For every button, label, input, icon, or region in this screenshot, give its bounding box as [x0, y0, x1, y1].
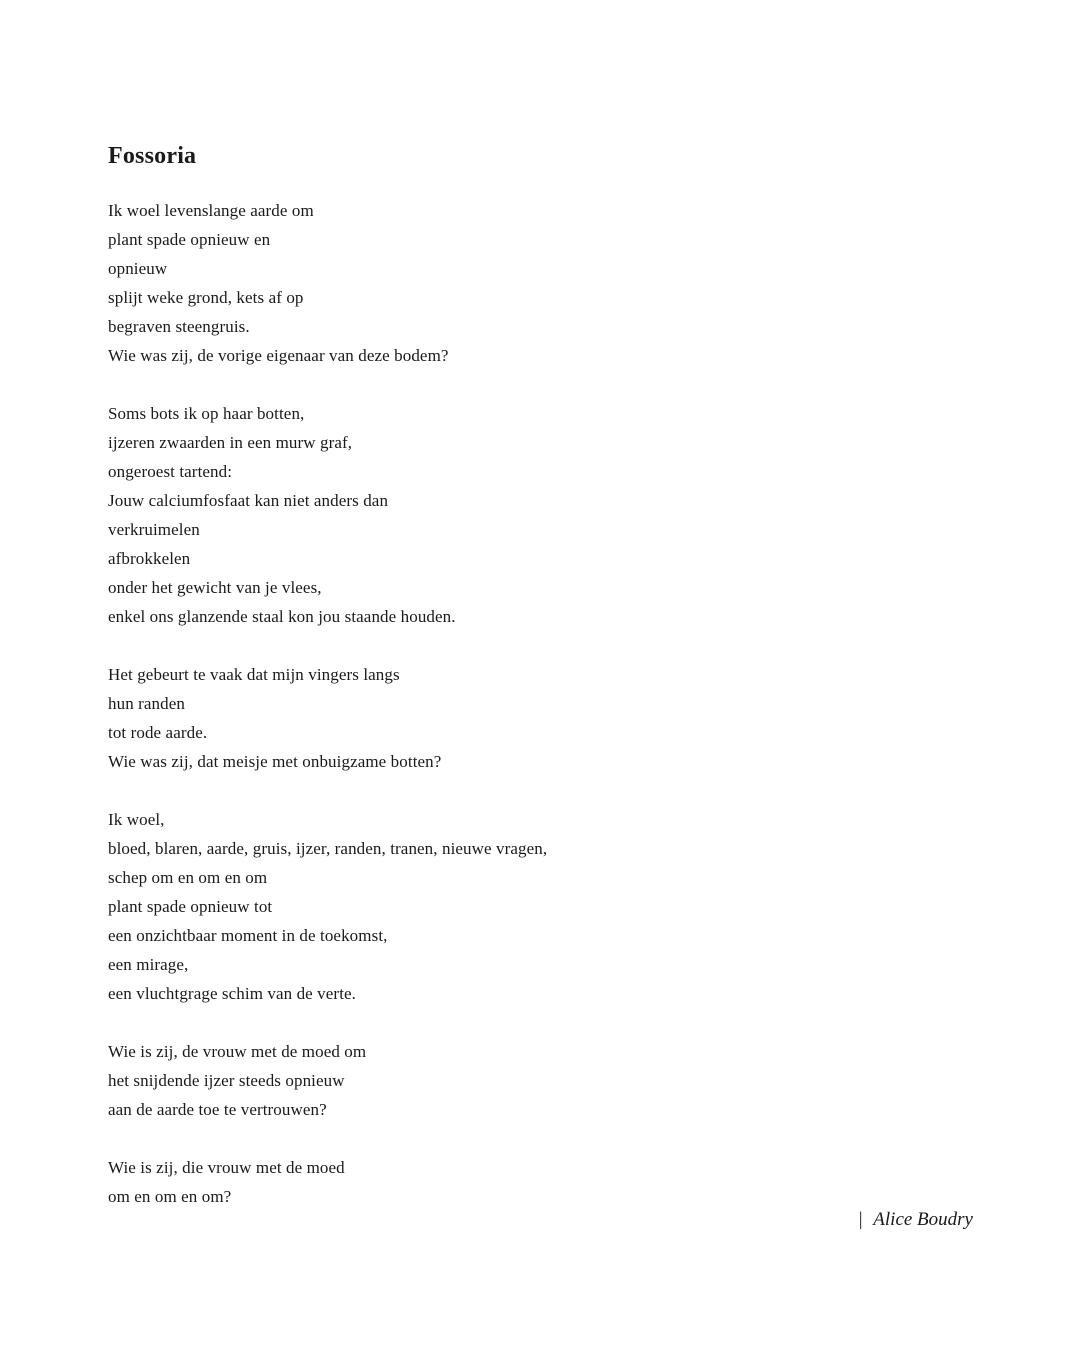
- poem-line: Ik woel,: [108, 810, 165, 829]
- poem-title: Fossoria: [108, 143, 197, 169]
- poem-line: een vluchtgrage schim van de verte.: [108, 984, 357, 1003]
- stanza-5: [108, 1037, 808, 1124]
- poem-line: schep om en om en om: [108, 868, 268, 887]
- poem-line: tot rode aarde.: [108, 723, 208, 742]
- poem-line: ijzeren zwaarden in een murw graf,: [108, 433, 353, 452]
- stanza-3: [108, 660, 808, 776]
- poem-line: bloed, blaren, aarde, gruis, ijzer, randen, tranen, nieuwe vragen,: [108, 839, 548, 858]
- author-name: Alice Boudry: [873, 1209, 973, 1230]
- poem-line: begraven steengruis.: [108, 317, 250, 336]
- poem-line: Soms bots ik op haar botten,: [108, 404, 305, 423]
- stanza-1: [108, 196, 808, 370]
- stanza-2: [108, 399, 808, 631]
- signature-separator: |: [858, 1209, 863, 1230]
- poem-line: hun randen: [108, 694, 186, 713]
- poem-line: Wie is zij, de vrouw met de moed om: [108, 1042, 367, 1061]
- poem-line: afbrokkelen: [108, 549, 191, 568]
- poem-line: opnieuw: [108, 259, 168, 278]
- poem-line: plant spade opnieuw tot: [108, 897, 273, 916]
- poem-line: een onzichtbaar moment in de toekomst,: [108, 926, 388, 945]
- poem-line: aan de aarde toe te vertrouwen?: [108, 1100, 327, 1119]
- poem-line: een mirage,: [108, 955, 189, 974]
- poem-line: Het gebeurt te vaak dat mijn vingers langs: [108, 665, 400, 684]
- poem-line: Wie is zij, die vrouw met de moed: [108, 1158, 345, 1177]
- poem-line: enkel ons glanzende staal kon jou staande houden.: [108, 607, 456, 626]
- poem-body: [108, 196, 808, 1240]
- poem-line: splijt weke grond, kets af op: [108, 288, 304, 307]
- poem-line: Wie was zij, dat meisje met onbuigzame botten?: [108, 752, 442, 771]
- poem-line: plant spade opnieuw en: [108, 230, 271, 249]
- poem-line: Ik woel levenslange aarde om: [108, 201, 314, 220]
- poem-line: verkruimelen: [108, 520, 200, 539]
- poem-line: het snijdende ijzer steeds opnieuw: [108, 1071, 345, 1090]
- stanza-4: [108, 805, 808, 1008]
- poem-line: Jouw calciumfosfaat kan niet anders dan: [108, 491, 389, 510]
- stanza-6: [108, 1153, 808, 1211]
- poem-line: ongeroest tartend:: [108, 462, 233, 481]
- author-signature: [859, 1206, 973, 1234]
- poem-line: onder het gewicht van je vlees,: [108, 578, 322, 597]
- poem-line: om en om en om?: [108, 1187, 232, 1206]
- poem-line: Wie was zij, de vorige eigenaar van deze bodem?: [108, 346, 449, 365]
